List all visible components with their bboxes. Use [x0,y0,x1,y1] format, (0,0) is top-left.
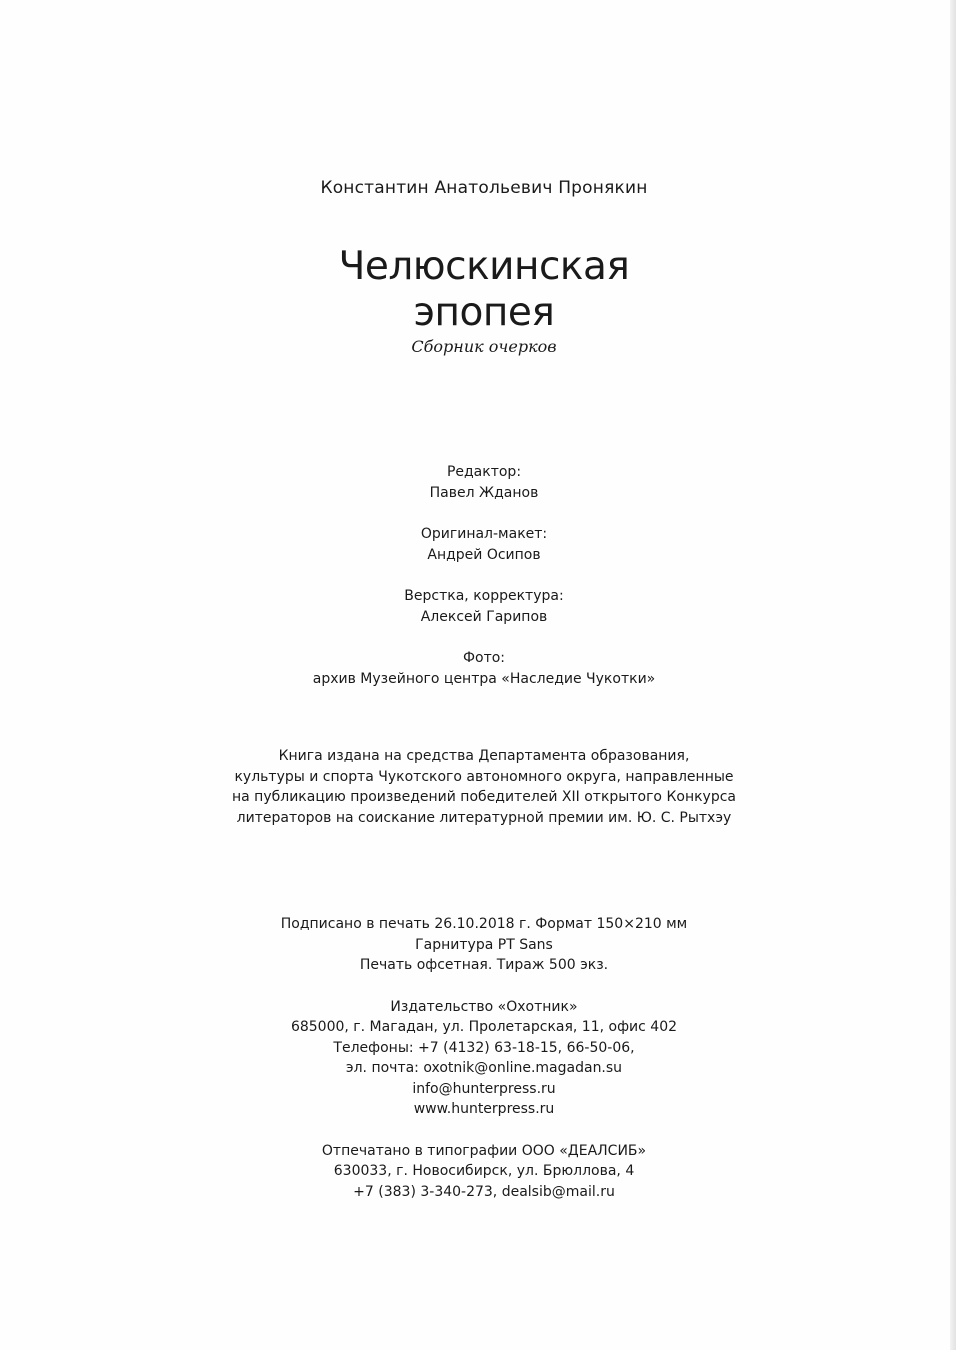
funding-note [0,746,956,828]
imprint [0,914,956,1202]
print-info-line: Печать офсетная. Тираж 500 экз. [359,957,609,973]
credit-person: Павел Жданов [429,485,539,501]
printer-line: Отпечатано в типографии ООО «ДЕАЛСИБ» [321,1142,647,1159]
note-line: Книга издана на средства Департамента образования, [278,748,690,764]
credit-role: Верстка, корректура: [404,588,564,604]
print-info-line: Гарнитура PT Sans [415,936,553,953]
printer-line: +7 (383) 3-340-273, dealsib@mail.ru [353,1183,615,1200]
title-line-2: эпопея [413,290,555,335]
printer-line: 630033, г. Новосибирск, ул. Брюллова, 4 [333,1163,635,1179]
publisher-line: info@hunterpress.ru [412,1080,556,1097]
publisher-line: www.hunterpress.ru [413,1101,555,1117]
note-line: культуры и спорта Чукотского автономного округа, направленные [234,768,734,785]
title-line-1: Челюскинская [338,244,630,289]
credit-photo [0,648,956,690]
credits [0,462,956,710]
publisher-line: 685000, г. Магадан, ул. Пролетарская, 11, офис 402 [290,1019,678,1035]
credit-role: Оригинал-макет: [420,526,548,542]
credit-person: Андрей Осипов [427,547,541,563]
print-info-line: Подписано в печать 26.10.2018 г. Формат 150×210 мм [280,916,688,932]
publisher-line: Издательство «Охотник» [390,998,578,1015]
note-line: литераторов на соискание литературной премии им. Ю. С. Рытхэу [236,809,732,826]
publisher-line: эл. почта: oxotnik@online.magadan.su [345,1060,623,1076]
publisher-line: Телефоны: +7 (4132) 63-18-15, 66-50-06, [333,1039,635,1056]
credit-person: Алексей Гарипов [420,609,548,625]
credit-role: Редактор: [446,464,522,480]
credit-proofreading [0,586,956,628]
credit-role: Фото: [462,650,506,666]
book-title [0,244,956,336]
credit-person: архив Музейного центра «Наследие Чукотки» [312,671,656,687]
credit-layout [0,524,956,566]
credit-editor [0,462,956,504]
book-subtitle: Сборник очерков [411,337,557,356]
author-name: Константин Анатольевич Пронякин [320,178,648,198]
note-line: на публикацию произведений победителей XII открытого Конкурса [232,789,736,805]
